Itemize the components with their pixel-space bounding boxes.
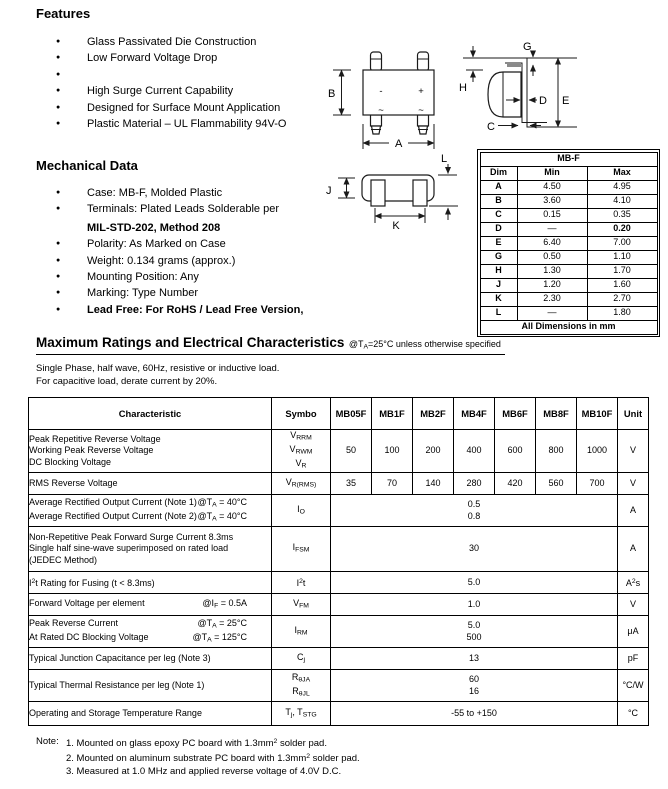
cell: J <box>480 278 517 292</box>
value-cell: 5.0 500 <box>331 616 618 648</box>
package-front-view-diagram <box>318 146 466 234</box>
polarity-mark-plus: + <box>418 86 424 97</box>
features-list <box>36 34 287 132</box>
column-header: Unit <box>618 398 649 430</box>
column-header: MB6F <box>495 398 536 430</box>
value-cell: 420 <box>495 473 536 495</box>
column-header: MB1F <box>372 398 413 430</box>
table-row <box>480 278 657 292</box>
value-cell: 800 <box>536 430 577 473</box>
symbol-cell: $V_{RRM}$ $V_{RWM}$ $V_R$ <box>272 430 331 473</box>
dimension-label-d: D <box>539 95 547 107</box>
list-item: ● Marking: Type Number <box>36 285 303 301</box>
value-cell: 100 <box>372 430 413 473</box>
value-cell: 140 <box>413 473 454 495</box>
package-side-view-diagram <box>455 36 585 136</box>
table-row <box>480 180 657 194</box>
table-row <box>480 236 657 250</box>
list-item: ● Plastic Material – UL Flammability 94V-O <box>36 116 287 132</box>
value-cell: -55 to +150 <box>331 702 618 726</box>
value-cell: 0.5 0.8 <box>331 495 618 527</box>
bullet-icon <box>36 67 87 83</box>
header-row <box>29 398 649 430</box>
cell: B <box>480 194 517 208</box>
dimension-label-e: E <box>562 95 570 107</box>
column-header: MB2F <box>413 398 454 430</box>
list-item: ● Designed for Surface Mount Application <box>36 100 287 116</box>
cell: 4.95 <box>587 180 657 194</box>
list-item: ● Low Forward Voltage Drop <box>36 50 287 66</box>
cell: 2.70 <box>587 292 657 306</box>
symbol-cell: $V_{R(RMS)}$ <box>272 473 331 495</box>
value-cell: 600 <box>495 430 536 473</box>
column-header: MB05F <box>331 398 372 430</box>
value-cell: 50 <box>331 430 372 473</box>
dim-table-footer: All Dimensions in mm <box>480 320 657 334</box>
cell: 1.70 <box>587 264 657 278</box>
characteristic-cell: Typical Junction Capacitance per leg (Note 3) <box>29 648 272 670</box>
cell: G <box>480 250 517 264</box>
mechanical-data-title: Mechanical Data <box>36 158 138 173</box>
dimension-label-k: K <box>392 220 400 232</box>
bullet-icon <box>36 302 87 318</box>
column-header: Min <box>517 166 587 180</box>
cell: 0.50 <box>517 250 587 264</box>
cell: 1.60 <box>587 278 657 292</box>
bullet-icon <box>36 50 87 66</box>
bullet-icon <box>36 100 87 116</box>
bullet-icon <box>36 253 87 269</box>
ratings-heading-condition: $@T_A=25^\circ C$ unless otherwise specified <box>348 339 501 351</box>
column-header: Max <box>587 166 657 180</box>
table-row <box>480 292 657 306</box>
ratings-intro-line: For capacitive load, derate current by 20%. <box>36 376 218 387</box>
list-item: ● Weight: 0.134 grams (approx.) <box>36 253 303 269</box>
column-header: MB4F <box>454 398 495 430</box>
bullet-icon <box>36 185 87 201</box>
cell: D <box>480 222 517 236</box>
dimension-table-frame <box>477 149 660 337</box>
table-row <box>29 527 649 572</box>
unit-cell: °C <box>618 702 649 726</box>
value-cell: 280 <box>454 473 495 495</box>
value-cell: 1000 <box>577 430 618 473</box>
ratings-heading <box>36 334 505 355</box>
symbol-cell: $I_O$ <box>272 495 331 527</box>
unit-cell: A <box>618 527 649 572</box>
table-row <box>480 166 657 180</box>
value-cell: 5.0 <box>331 572 618 594</box>
column-header: Symbo <box>272 398 331 430</box>
note-line: 3. Measured at 1.0 MHz and applied reverse voltage of 4.0V D.C. <box>66 766 342 778</box>
table-row <box>29 594 649 616</box>
list-item: ● Glass Passivated Die Construction <box>36 34 287 50</box>
ratings-section <box>28 334 648 778</box>
bullet-icon <box>36 285 87 301</box>
cell: 1.80 <box>587 306 657 320</box>
column-header: MB10F <box>577 398 618 430</box>
dimension-label-j: J <box>326 185 332 197</box>
mechanical-data-section <box>36 158 303 318</box>
cell: — <box>517 306 587 320</box>
mechanical-data-list <box>36 185 303 318</box>
dim-table-title: MB-F <box>480 152 657 166</box>
value-cell: 1.0 <box>331 594 618 616</box>
unit-cell: V <box>618 594 649 616</box>
cell: — <box>517 222 587 236</box>
unit-cell: pF <box>618 648 649 670</box>
list-item: ● Mounting Position: Any <box>36 269 303 285</box>
characteristic-cell: $I^2t$ Rating for Fusing (t < 8.3ms) <box>29 572 272 594</box>
note-line: 2. Mounted on aluminum substrate PC board with $1.3mm^2$ solder pad. <box>66 753 360 765</box>
cell: K <box>480 292 517 306</box>
cell: 1.30 <box>517 264 587 278</box>
table-row <box>29 473 649 495</box>
symbol-cell: $R_{\theta JA}$ $R_{\theta JL}$ <box>272 670 331 702</box>
table-row <box>29 616 649 648</box>
cell: E <box>480 236 517 250</box>
table-row <box>480 152 657 166</box>
characteristic-cell: Typical Thermal Resistance per leg (Note 1) <box>29 670 272 702</box>
list-item: ● High Surge Current Capability <box>36 83 287 99</box>
cell: A <box>480 180 517 194</box>
value-cell: 70 <box>372 473 413 495</box>
column-header: MB8F <box>536 398 577 430</box>
unit-cell: $A^2s$ <box>618 572 649 594</box>
table-row <box>480 250 657 264</box>
value-cell: 35 <box>331 473 372 495</box>
dimension-table <box>477 149 660 337</box>
dimension-label-l: L <box>441 153 448 165</box>
cell: 4.10 <box>587 194 657 208</box>
table-row <box>29 495 649 527</box>
characteristic-cell: RMS Reverse Voltage <box>29 473 272 495</box>
characteristic-cell: Forward Voltage per element $@I_F = 0.5A$ <box>29 594 272 616</box>
polarity-mark-ac: ~ <box>418 105 424 116</box>
list-item <box>36 67 287 83</box>
table-row <box>29 702 649 726</box>
symbol-cell: $I_{FSM}$ <box>272 527 331 572</box>
table-row <box>29 648 649 670</box>
ratings-intro-line: Single Phase, half wave, 60Hz, resistive or inductive load. <box>36 363 280 374</box>
table-row <box>480 194 657 208</box>
value-cell: 560 <box>536 473 577 495</box>
table-row <box>480 306 657 320</box>
cell: H <box>480 264 517 278</box>
unit-cell: A <box>618 495 649 527</box>
unit-cell: μA <box>618 616 649 648</box>
table-row <box>480 264 657 278</box>
symbol-cell: $C_j$ <box>272 648 331 670</box>
note-line: 1. Mounted on glass epoxy PC board with $1.3mm^2$ solder pad. <box>66 738 327 750</box>
lead-foot <box>413 180 427 206</box>
table-row <box>480 222 657 236</box>
cell: L <box>480 306 517 320</box>
value-cell: 700 <box>577 473 618 495</box>
notes-lines <box>66 735 360 778</box>
unit-cell: V <box>618 473 649 495</box>
value-cell: 60 16 <box>331 670 618 702</box>
cell: 6.40 <box>517 236 587 250</box>
table-row <box>29 572 649 594</box>
characteristic-cell: Operating and Storage Temperature Range <box>29 702 272 726</box>
package-body-outline <box>488 72 521 117</box>
ratings-heading-text: Maximum Ratings and Electrical Characteristics <box>36 335 345 350</box>
notes-label: Note: <box>36 736 59 748</box>
bullet-icon <box>36 236 87 252</box>
list-item: ● Lead Free: For RoHS / Lead Free Version, <box>36 302 303 318</box>
unit-cell: V <box>618 430 649 473</box>
features-title: Features <box>36 6 91 21</box>
dimension-label-a: A <box>395 138 403 150</box>
characteristic-cell: Average Rectified Output Current (Note 1) $@T_A = 40^\circ C$ Average Rectified Output Current (Note 2) $@T_A = 40^\circ C$ <box>29 495 272 527</box>
dimension-label-b: B <box>328 88 336 100</box>
bullet-icon <box>36 34 87 50</box>
polarity-mark-ac: ~ <box>378 105 384 116</box>
symbol-cell: $T_j$, $T_{STG}$ <box>272 702 331 726</box>
dimension-label-g: G <box>523 41 532 53</box>
lead-foot <box>371 180 385 206</box>
characteristic-cell: Peak Reverse Current $@T_A = 25^\circ C$ At Rated DC Blocking Voltage $@T_A = 125^\circ C$ <box>29 616 272 648</box>
cell: 0.20 <box>587 222 657 236</box>
notes-block <box>36 735 648 778</box>
cell: 4.50 <box>517 180 587 194</box>
cell: C <box>480 208 517 222</box>
value-cell: 13 <box>331 648 618 670</box>
cell: 7.00 <box>587 236 657 250</box>
bullet-icon <box>36 201 87 217</box>
list-item: ● Case: MB-F, Molded Plastic <box>36 185 303 201</box>
ratings-table <box>28 397 649 726</box>
column-header: Dim <box>480 166 517 180</box>
symbol-cell: $I^2t$ <box>272 572 331 594</box>
package-top-view-diagram <box>325 36 450 154</box>
cell: 0.35 <box>587 208 657 222</box>
cell: 3.60 <box>517 194 587 208</box>
table-row <box>480 320 657 334</box>
cell: 1.20 <box>517 278 587 292</box>
cell: 1.10 <box>587 250 657 264</box>
list-item: ● Terminals: Plated Leads Solderable per <box>36 201 303 217</box>
cell: 2.30 <box>517 292 587 306</box>
table-row <box>29 670 649 702</box>
value-cell: 200 <box>413 430 454 473</box>
value-cell: 30 <box>331 527 618 572</box>
symbol-cell: $I_{RM}$ <box>272 616 331 648</box>
features-section <box>36 6 287 132</box>
dimension-label-h: H <box>459 82 467 94</box>
list-item: ● Polarity: As Marked on Case <box>36 236 303 252</box>
bullet-icon <box>36 116 87 132</box>
table-row <box>29 430 649 473</box>
characteristic-cell: Non-Repetitive Peak Forward Surge Current 8.3ms Single half sine-wave superimposed on rated load (JEDEC Method) <box>29 527 272 572</box>
list-item-continuation: MIL-STD-202, Method 208 <box>87 221 221 234</box>
polarity-mark-minus: - <box>379 86 383 97</box>
symbol-cell: $V_{FM}$ <box>272 594 331 616</box>
unit-cell: °C/W <box>618 670 649 702</box>
column-header: Characteristic <box>29 398 272 430</box>
value-cell: 400 <box>454 430 495 473</box>
bullet-icon <box>36 83 87 99</box>
bullet-icon <box>36 269 87 285</box>
table-row <box>480 208 657 222</box>
cell: 0.15 <box>517 208 587 222</box>
dimension-label-c: C <box>487 121 495 133</box>
characteristic-cell: Peak Repetitive Reverse Voltage Working Peak Reverse Voltage DC Blocking Voltage <box>29 430 272 473</box>
